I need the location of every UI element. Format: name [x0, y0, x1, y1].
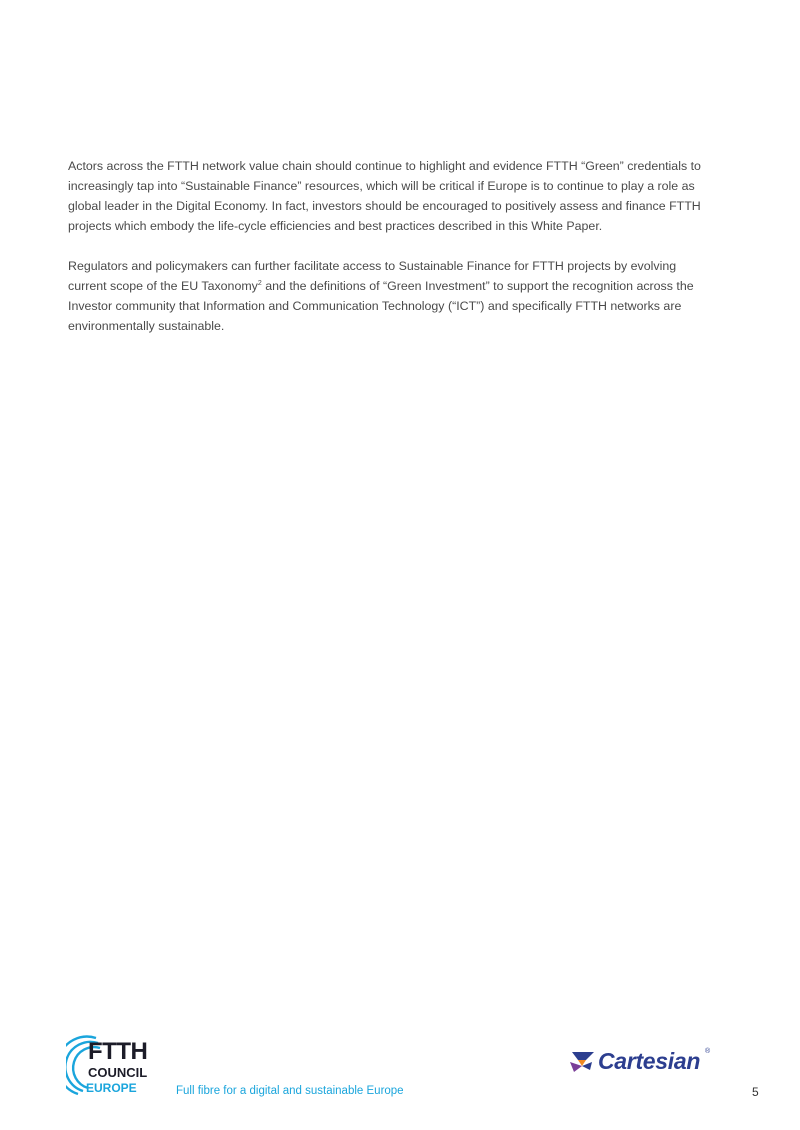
- ftth-logo-word: FTTH: [88, 1038, 148, 1065]
- cartesian-mark-icon: [568, 1048, 598, 1074]
- page-number: 5: [752, 1085, 759, 1099]
- cartesian-logo-word: Cartesian: [598, 1048, 701, 1074]
- footer-tagline: Full fibre for a digital and sustainable Europe: [176, 1085, 404, 1097]
- paragraph-2: [68, 256, 718, 336]
- ftth-logo-council: COUNCIL: [88, 1065, 148, 1080]
- ftth-council-europe-logo: [66, 1034, 162, 1100]
- paragraph-1: Actors across the FTTH network value chain should continue to highlight and evidence FTTH “Green” credentials to increasingly tap into “Sustainable Finance” resources, which will be critical if Europe is to continue to play a role as global leader in the Digital Economy. In fact, investors should be encouraged to positively assess and finance FTTH projects which embody the life-cycle efficiencies and best practices described in this White Paper.: [68, 159, 701, 233]
- cartesian-logo: [568, 1048, 718, 1078]
- registered-mark: ®: [705, 1048, 711, 1055]
- paragraph-2-text-after: and the definitions of “Green Investment” to support the recognition across the Investor community that Information and Communication Technology (“ICT”) and specifically FTTH networks are environmentally sustainable.: [68, 279, 694, 333]
- paragraph-2-text-before: Regulators and policymakers can further facilitate access to Sustainable Finance for FTTH projects by evolving current scope of the EU Taxonomy: [68, 259, 677, 293]
- footnote-marker[interactable]: 2: [257, 279, 262, 287]
- body-text: [68, 156, 718, 356]
- ftth-logo-europe: EUROPE: [86, 1081, 137, 1095]
